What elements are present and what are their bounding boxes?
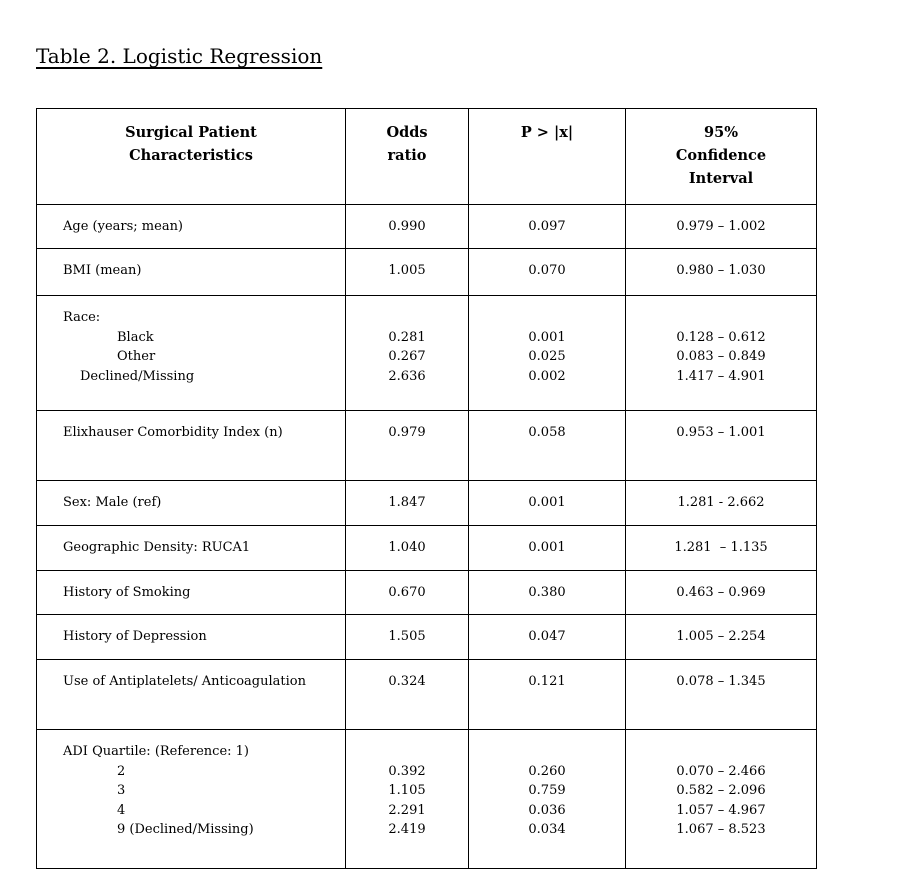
confidence-interval-cell [626, 249, 817, 296]
cell-value-line [350, 308, 464, 328]
cell-text-line: 4 [117, 802, 126, 818]
cell-text-line: Elixhauser Comorbidity Index (n) [63, 425, 283, 440]
header-text-line: Characteristics [129, 147, 253, 164]
characteristics-cell [37, 481, 346, 526]
confidence-interval-cell [626, 481, 817, 526]
table-row [37, 249, 817, 296]
cell-value-line: 0.979 [388, 425, 426, 440]
cell-value-line: 1.281 – 1.135 [674, 540, 768, 555]
logistic-regression-table [36, 108, 817, 869]
characteristics-cell [37, 730, 346, 869]
cell-value-line: 0.582 – 2.096 [676, 783, 766, 798]
cell-value-line: 0.980 – 1.030 [676, 263, 766, 278]
cell-text-line: 2 [117, 763, 126, 779]
table-header-row [37, 109, 817, 205]
odds-ratio-cell [346, 411, 469, 481]
header-text-line: 95% [704, 124, 738, 141]
odds-ratio-cell [346, 296, 469, 411]
header-odds-ratio [346, 109, 469, 205]
characteristics-cell [37, 660, 346, 730]
cell-text-line: ADI Quartile: (Reference: 1) [63, 744, 249, 759]
cell-text-line: BMI (mean) [63, 263, 142, 278]
confidence-interval-cell [626, 660, 817, 730]
cell-value-line: 0.025 [528, 349, 566, 364]
cell-text-line: 9 (Declined/Missing) [117, 822, 254, 837]
cell-value-line: 0.324 [388, 674, 426, 689]
p-value-cell [469, 205, 626, 249]
header-p-value [469, 109, 626, 205]
cell-value-line: 0.281 [388, 329, 426, 345]
cell-value-line: 0.759 [528, 783, 566, 798]
cell-value-line: 0.047 [528, 629, 566, 644]
document-title: Table 2. Logistic Regression [36, 44, 323, 68]
cell-value-line: 2.419 [388, 822, 426, 837]
cell-value-line: 0.260 [528, 763, 566, 779]
p-value-cell [469, 730, 626, 869]
odds-ratio-cell [346, 660, 469, 730]
confidence-interval-cell [626, 411, 817, 481]
confidence-interval-cell [626, 571, 817, 615]
characteristics-cell [37, 526, 346, 571]
table-header [37, 109, 817, 205]
p-value-cell [469, 660, 626, 730]
cell-value-line: 0.097 [528, 219, 566, 234]
cell-value-line: 1.005 [388, 263, 426, 278]
cell-text-line: Age (years; mean) [63, 219, 184, 234]
cell-text-line: Geographic Density: RUCA1 [63, 540, 251, 555]
cell-value-line: 0.953 – 1.001 [676, 425, 766, 440]
confidence-interval-cell [626, 296, 817, 411]
cell-value-line: 0.670 [388, 585, 426, 600]
p-value-cell [469, 526, 626, 571]
table-row [37, 481, 817, 526]
cell-value-line: 0.463 – 0.969 [676, 585, 766, 600]
cell-text-line: Other [117, 349, 156, 364]
p-value-cell [469, 411, 626, 481]
cell-value-line: 0.083 – 0.849 [676, 349, 766, 364]
table-row [37, 411, 817, 481]
table-body [37, 205, 817, 869]
table-row [37, 205, 817, 249]
cell-value-line: 1.417 – 4.901 [676, 368, 766, 384]
confidence-interval-cell [626, 205, 817, 249]
p-value-cell [469, 481, 626, 526]
cell-value-line: 0.121 [528, 674, 566, 689]
cell-text-line: Use of Antiplatelets/ Anticoagulation [63, 674, 306, 689]
header-text-line: Surgical Patient [125, 124, 257, 141]
cell-value-line: 0.380 [528, 585, 566, 600]
cell-text-line: Black [117, 329, 154, 345]
cell-text-line: Race: [63, 310, 101, 325]
cell-value-line: 0.267 [388, 349, 426, 364]
confidence-interval-cell [626, 730, 817, 869]
odds-ratio-cell [346, 205, 469, 249]
cell-value-line: 0.058 [528, 425, 566, 440]
cell-value-line: 0.392 [388, 763, 426, 779]
cell-value-line: 1.067 – 8.523 [676, 822, 766, 837]
cell-text-line: Declined/Missing [80, 368, 195, 384]
cell-text-line: History of Depression [63, 629, 207, 644]
cell-value-line: 0.001 [528, 540, 566, 555]
confidence-interval-cell [626, 615, 817, 660]
p-value-cell [469, 296, 626, 411]
characteristics-cell [37, 249, 346, 296]
odds-ratio-cell [346, 615, 469, 660]
cell-value-line: 1.057 – 4.967 [676, 802, 766, 818]
characteristics-cell [37, 411, 346, 481]
cell-text-line: History of Smoking [63, 585, 191, 600]
table-row [37, 296, 817, 411]
characteristics-cell [37, 296, 346, 411]
cell-value-line: 2.291 [388, 802, 426, 818]
confidence-interval-cell [626, 526, 817, 571]
header-text-line: ratio [387, 147, 427, 164]
cell-value-line: 0.036 [528, 802, 566, 818]
cell-value-line: 0.001 [528, 495, 566, 510]
table-row [37, 526, 817, 571]
cell-value-line: 2.636 [388, 368, 426, 384]
cell-text-line: Sex: Male (ref) [63, 495, 162, 510]
cell-value-line: 1.105 [388, 783, 426, 798]
p-value-cell [469, 249, 626, 296]
table-row [37, 660, 817, 730]
cell-value-line [473, 308, 621, 328]
cell-value-line [630, 308, 812, 328]
odds-ratio-cell [346, 730, 469, 869]
table-row [37, 730, 817, 869]
header-text-line: P > |x| [520, 124, 574, 141]
cell-value-line [473, 742, 621, 762]
cell-value-line: 0.128 – 0.612 [676, 329, 766, 345]
table-row [37, 615, 817, 660]
cell-value-line: 0.990 [388, 219, 426, 234]
odds-ratio-cell [346, 571, 469, 615]
cell-value-line: 0.070 [528, 263, 566, 278]
p-value-cell [469, 571, 626, 615]
p-value-cell [469, 615, 626, 660]
odds-ratio-cell [346, 526, 469, 571]
characteristics-cell [37, 615, 346, 660]
cell-value-line: 1.847 [388, 495, 426, 510]
cell-value-line: 0.034 [528, 822, 566, 837]
cell-value-line: 0.002 [528, 368, 566, 384]
header-confidence-interval [626, 109, 817, 205]
table-row [37, 571, 817, 615]
cell-value-line [350, 742, 464, 762]
cell-value-line: 0.070 – 2.466 [676, 763, 766, 779]
cell-text-line: 3 [117, 783, 126, 798]
cell-value-line: 1.040 [388, 540, 426, 555]
characteristics-cell [37, 571, 346, 615]
cell-value-line: 1.281 - 2.662 [677, 495, 765, 510]
cell-value-line: 1.005 – 2.254 [676, 629, 766, 644]
odds-ratio-cell [346, 481, 469, 526]
odds-ratio-cell [346, 249, 469, 296]
cell-value-line: 0.979 – 1.002 [676, 219, 766, 234]
header-characteristics [37, 109, 346, 205]
cell-value-line: 1.505 [388, 629, 426, 644]
header-text-line: Confidence [675, 147, 767, 164]
header-text-line: Odds [386, 124, 428, 141]
cell-value-line [630, 742, 812, 762]
characteristics-cell [37, 205, 346, 249]
cell-value-line: 0.001 [528, 329, 566, 345]
header-text-line: Interval [688, 170, 754, 187]
cell-value-line: 0.078 – 1.345 [676, 674, 766, 689]
